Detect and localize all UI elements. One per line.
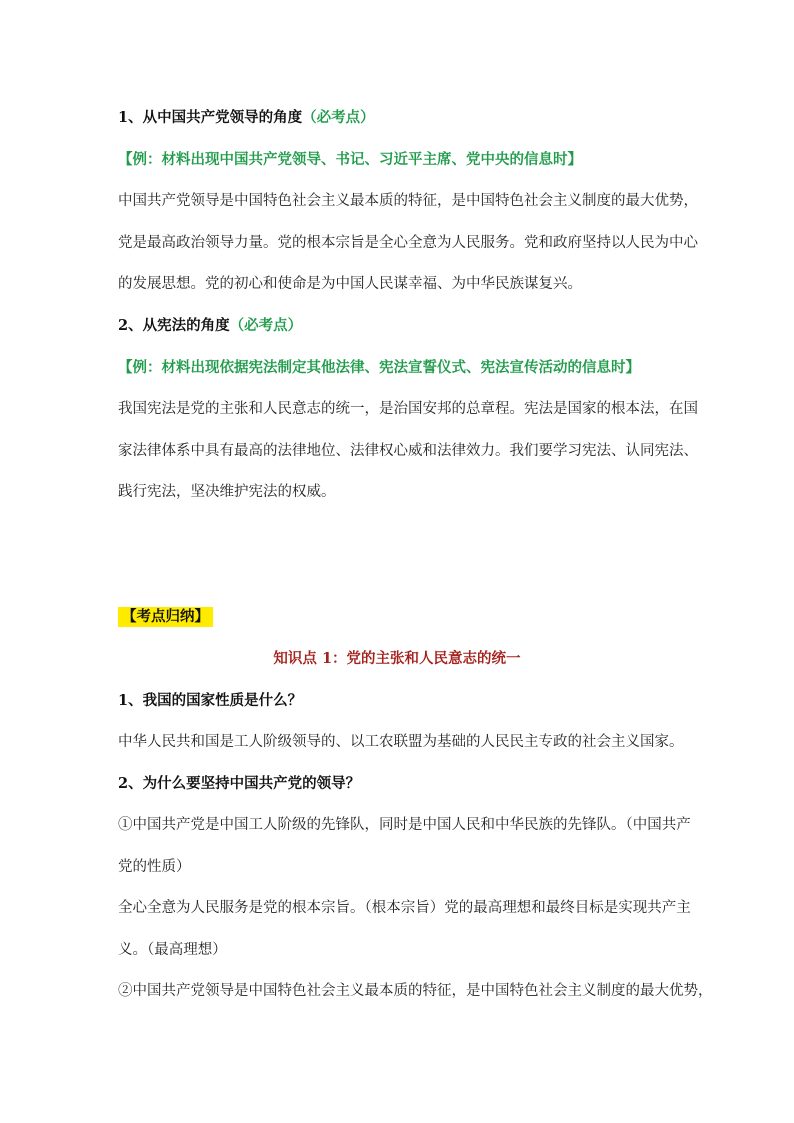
section-2-body-line: 家法律体系中具有最高的法律地位、法律权心威和法律效力。我们要学习宪法、认同宪法、 <box>118 443 698 459</box>
section-1-body-line: 的发展思想。党的初心和使命是为中国人民谋幸福、为中华民族谋复兴。 <box>118 276 582 292</box>
section-2-heading-text: 2、从宪法的角度 <box>118 317 230 334</box>
section-2-example: 【例：材料出现依据宪法制定其他法律、宪法宣誓仪式、宪法宣传活动的信息时】 <box>118 359 640 376</box>
section-1-body-line: 党是最高政治领导力量。党的根本宗旨是全心全意为人民服务。党和政府坚持以人民为中心 <box>118 235 698 251</box>
question-1: 1、我国的国家性质是什么？ <box>118 692 303 709</box>
answer-1: 中华人民共和国是工人阶级领导的、以工农联盟为基础的人民民主专政的社会主义国家。 <box>118 734 684 750</box>
knowledge-point-title: 知识点 1：党的主张和人民意志的统一 <box>273 650 521 667</box>
answer-2-line: ②中国共产党领导是中国特色社会主义最本质的特征，是中国特色社会主义制度的最大优势， <box>118 983 713 999</box>
must-test-badge-2: （必考点） <box>229 317 303 334</box>
section-2-body-line: 践行宪法，坚决维护宪法的权威。 <box>118 484 336 500</box>
answer-2-line: 全心全意为人民服务是党的根本宗旨。（根本宗旨）党的最高理想和最终目标是实现共产主 <box>118 900 691 916</box>
answer-2-line: 义。（最高理想） <box>118 942 227 958</box>
summary-tag: 【考点归纳】 <box>118 607 213 627</box>
must-test-badge-1: （必考点） <box>302 109 375 126</box>
question-2: 2、为什么要坚持中国共产党的领导？ <box>118 775 361 792</box>
section-1-heading <box>118 108 375 128</box>
section-2-heading <box>118 316 302 336</box>
answer-2-line: 党的性质） <box>118 859 191 875</box>
section-2-body-line: 我国宪法是党的主张和人民意志的统一，是治国安邦的总章程。宪法是国家的根本法，在国 <box>118 401 698 417</box>
answer-2-line: ①中国共产党是中国工人阶级的先锋队，同时是中国人民和中华民族的先锋队。（中国共产 <box>118 817 691 833</box>
section-1-heading-text: 1、从中国共产党领导的角度 <box>118 109 303 126</box>
section-1-body-line: 中国共产党领导是中国特色社会主义最本质的特征，是中国特色社会主义制度的最大优势， <box>118 193 698 209</box>
section-1-example: 【例：材料出现中国共产党领导、书记、习近平主席、党中央的信息时】 <box>118 151 582 168</box>
